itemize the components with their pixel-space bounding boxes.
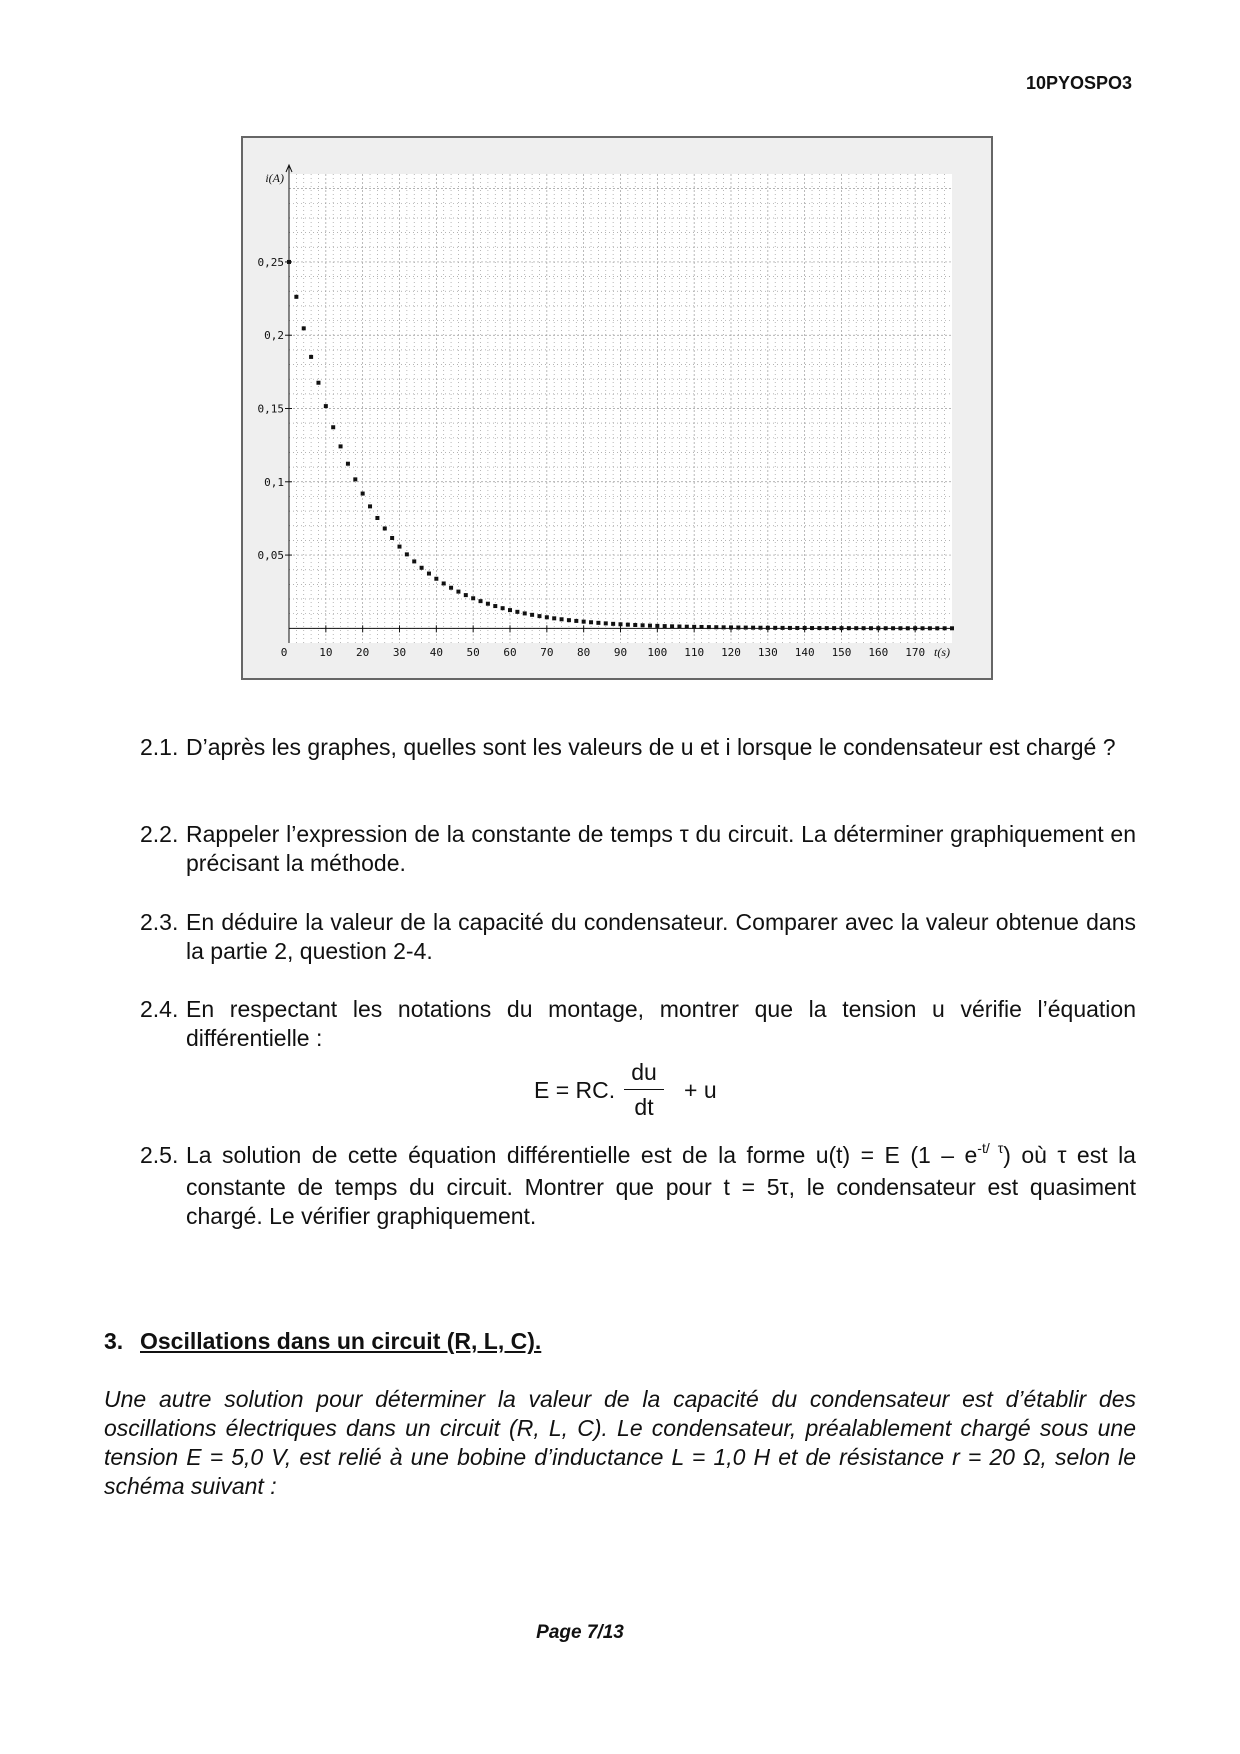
y-tick-label: 0,2 <box>264 329 284 343</box>
data-point <box>766 626 770 630</box>
equation-fraction <box>624 1057 664 1122</box>
data-point <box>648 624 652 628</box>
data-point <box>832 626 836 630</box>
question-2-2 <box>140 820 1136 878</box>
plot-area <box>289 174 952 643</box>
data-point <box>758 626 762 630</box>
x-tick-label: 150 <box>831 646 852 659</box>
x-tick-label: 70 <box>540 646 554 659</box>
y-tick-label: 0,05 <box>257 549 284 563</box>
data-point <box>825 626 829 630</box>
data-point <box>537 614 541 618</box>
data-point <box>582 620 586 624</box>
data-point <box>383 526 387 530</box>
data-point <box>670 624 674 628</box>
data-point <box>390 536 394 540</box>
data-point <box>729 625 733 629</box>
question-number: 2.2. <box>140 821 179 847</box>
data-point <box>921 626 925 630</box>
data-point <box>722 625 726 629</box>
data-point <box>442 581 446 585</box>
exponent: -t/ τ <box>977 1140 1004 1156</box>
x-tick-label: 80 <box>577 646 591 659</box>
data-point <box>655 624 659 628</box>
x-tick-label: 50 <box>466 646 480 659</box>
section-number: 3. <box>104 1328 124 1354</box>
x-tick-label: 20 <box>356 646 370 659</box>
data-point <box>692 625 696 629</box>
fraction-numerator: du <box>631 1059 657 1085</box>
data-point <box>898 626 902 630</box>
question-text: D’après les graphes, quelles sont les valeurs de u et i lorsque le condensateur est chargé ? <box>186 734 1116 760</box>
page-footer: Page 7/13 <box>536 1622 624 1643</box>
data-point <box>567 618 571 622</box>
data-point <box>471 596 475 600</box>
data-point <box>700 625 704 629</box>
data-point <box>943 626 947 630</box>
data-point <box>751 626 755 630</box>
section-3-heading <box>104 1328 541 1355</box>
data-point <box>501 606 505 610</box>
question-2-1 <box>140 733 1136 762</box>
data-point <box>663 624 667 628</box>
question-text <box>186 1141 1136 1231</box>
data-point <box>508 608 512 612</box>
data-point <box>891 626 895 630</box>
data-point <box>611 622 615 626</box>
data-point <box>464 593 468 597</box>
question-2-3 <box>140 908 1136 966</box>
x-tick-label: 100 <box>647 646 668 659</box>
data-point <box>810 626 814 630</box>
question-number: 2.5. <box>140 1142 179 1168</box>
data-point <box>596 621 600 625</box>
data-point <box>449 586 453 590</box>
question-2-4 <box>140 995 1136 1053</box>
data-point <box>707 625 711 629</box>
data-point <box>574 619 578 623</box>
data-point <box>361 492 365 496</box>
x-tick-label: 60 <box>503 646 517 659</box>
data-point <box>795 626 799 630</box>
data-point <box>375 516 379 520</box>
data-point <box>928 626 932 630</box>
data-point <box>677 625 681 629</box>
question-text: Rappeler l’expression de la constante de temps τ du circuit. La déterminer graphiquement en précisant la méthode. <box>186 821 1136 876</box>
x-tick-label: 90 <box>613 646 628 659</box>
data-point <box>884 626 888 630</box>
data-point <box>744 626 748 630</box>
data-point <box>950 626 954 630</box>
data-point <box>619 622 623 626</box>
data-point <box>493 604 497 608</box>
data-point <box>316 381 320 385</box>
data-point <box>515 610 519 614</box>
data-point <box>294 295 298 299</box>
data-point <box>781 626 785 630</box>
question-number: 2.1. <box>140 734 179 760</box>
data-point <box>331 425 335 429</box>
x-tick-label: 170 <box>905 646 926 659</box>
data-point <box>368 504 372 508</box>
section-3-intro: Une autre solution pour déterminer la valeur de la capacité du condensateur est d’établir des oscillations électriques dans un circuit (R, L, C). Le condensateur, préalablement chargé sous une tension E = 5,0 V, est relié à une bobine d’inductance L = 1,0 H et de résistance r = 20 Ω, selon le schéma suivant : <box>104 1386 1136 1499</box>
x-tick-label: 40 <box>429 646 443 659</box>
data-point <box>479 599 483 603</box>
data-point <box>589 620 593 624</box>
data-point <box>736 626 740 630</box>
data-point <box>324 404 328 408</box>
question-2-5 <box>140 1141 1136 1231</box>
x-tick-label: 110 <box>684 646 705 659</box>
data-point <box>420 566 424 570</box>
data-point <box>935 626 939 630</box>
data-point <box>633 623 637 627</box>
document-code: 10PYOSPO3 <box>1025 73 1132 93</box>
y-tick-label: 0,25 <box>257 255 284 269</box>
data-point <box>353 477 357 481</box>
question-text: En respectant les notations du montage, montrer que la tension u vérifie l’équation différentielle : <box>186 996 1136 1051</box>
question-text: En déduire la valeur de la capacité du condensateur. Comparer avec la valeur obtenue dans la partie 2, question 2-4. <box>186 909 1136 964</box>
data-point <box>398 545 402 549</box>
data-point <box>523 611 527 615</box>
data-point <box>773 626 777 630</box>
data-point <box>434 577 438 581</box>
data-point <box>604 621 608 625</box>
data-point <box>869 626 873 630</box>
question-text-part-a: La solution de cette équation différentielle est de la forme u(t) = E (1 – e <box>186 1142 978 1168</box>
fraction-bar <box>624 1089 664 1090</box>
data-point <box>714 625 718 629</box>
section-title: Oscillations dans un circuit (R, L, C). <box>140 1328 542 1354</box>
data-point <box>456 590 460 594</box>
data-point <box>847 626 851 630</box>
x-tick-label: 130 <box>757 646 778 659</box>
y-tick-label: 0,15 <box>257 402 284 416</box>
x-tick-label: 140 <box>794 646 815 659</box>
data-point <box>876 626 880 630</box>
y-axis-label: i(A) <box>265 171 284 185</box>
data-point <box>339 444 343 448</box>
x-tick-label: 10 <box>319 646 333 659</box>
data-point <box>486 602 490 606</box>
equation-rhs: + u <box>684 1077 717 1103</box>
data-point <box>906 626 910 630</box>
data-point <box>530 613 534 617</box>
data-point <box>412 559 416 563</box>
y-tick-label: 0,1 <box>264 475 284 489</box>
x-axis-label: t(s) <box>934 645 950 659</box>
data-point <box>302 326 306 330</box>
data-point <box>788 626 792 630</box>
x-tick-label: 160 <box>868 646 889 659</box>
data-point <box>346 462 350 466</box>
x-tick-label: 30 <box>392 646 407 659</box>
data-point <box>287 260 291 264</box>
current-decay-chart <box>243 138 991 678</box>
x-tick-label: 0 <box>280 646 288 659</box>
question-text-part-b: ) où τ est la constante de temps du circuit. Montrer que pour t = 5τ, le condensateur est quasiment chargé. Le vérifier graphiquement. <box>186 1142 1136 1229</box>
data-point <box>405 552 409 556</box>
x-tick-label: 120 <box>721 646 741 659</box>
question-number: 2.3. <box>140 909 179 935</box>
data-point <box>641 623 645 627</box>
data-point <box>685 625 689 629</box>
data-point <box>862 626 866 630</box>
equation-lhs: E = RC. <box>534 1077 616 1103</box>
data-point <box>817 626 821 630</box>
data-point <box>545 615 549 619</box>
data-point <box>626 623 630 627</box>
fraction-denominator: dt <box>634 1094 654 1120</box>
current-graph-figure <box>241 136 993 680</box>
data-point <box>803 626 807 630</box>
data-point <box>560 617 564 621</box>
data-point <box>854 626 858 630</box>
data-point <box>309 355 313 359</box>
data-point <box>552 616 556 620</box>
data-point <box>427 572 431 576</box>
data-point <box>840 626 844 630</box>
data-point <box>913 626 917 630</box>
question-number: 2.4. <box>140 996 179 1022</box>
